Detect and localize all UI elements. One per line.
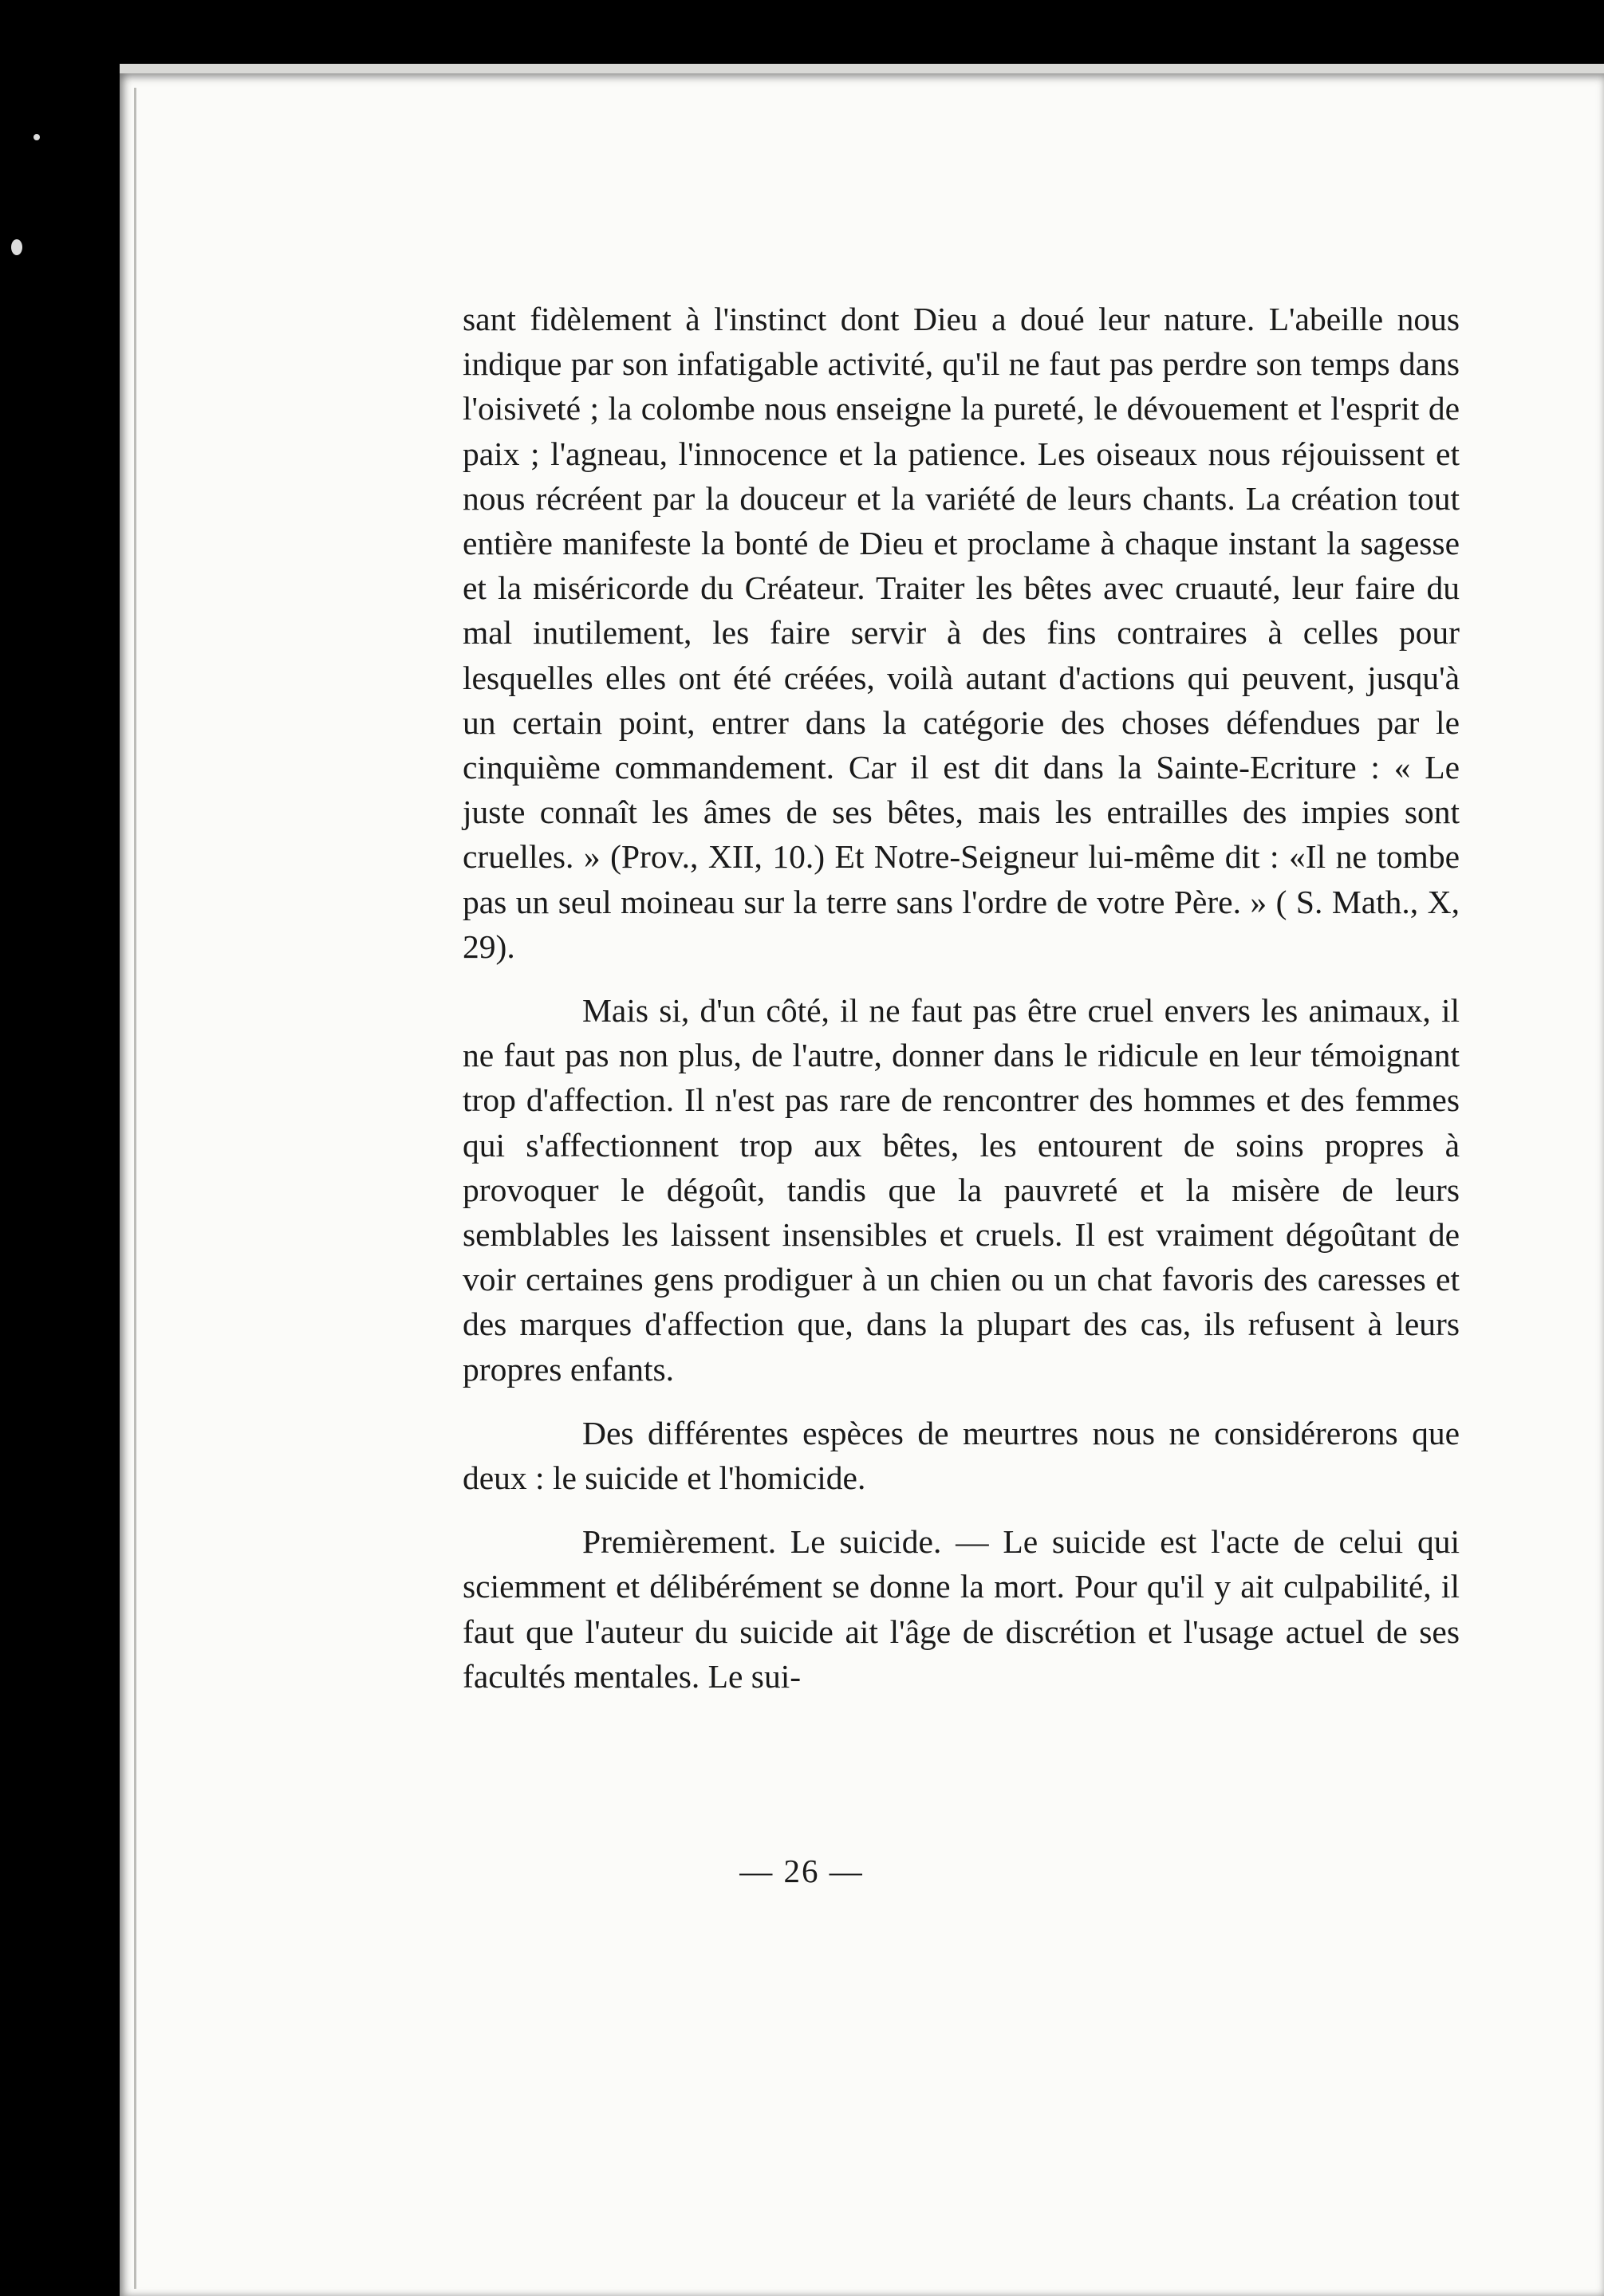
paragraph: Premièrement. Le suicide. — Le suicide est l'acte de celui qui sciemment et délibérément se donne la mort. Pour qu'il y ait culpabilité, il faut que l'auteur du suicide ait l'âge de discrétion et l'usage actuel de ses facultés mentales. Le sui- xyxy=(463,1523,1460,1695)
paragraph: sant fidèlement à l'instinct dont Dieu a doué leur nature. L'abeille nous indique par son infatigable activité, qu'il ne faut pas perdre son temps dans l'oisiveté ; la colombe nous enseigne la pureté, le dévouement et l'esprit de paix ; l'agneau, l'innocence et la patience. Les oiseaux nous réjouissent et nous récréent par la douceur et la variété de leurs chants. La création tout entière manifeste la bonté de Dieu et proclame à chaque instant la sagesse et la miséricorde du Créateur. Traiter les bêtes avec cruauté, leur faire du mal inutilement, les faire servir à des fins contraires à celles pour lesquelles elles ont été créées, voilà autant d'actions qui peuvent, jusqu'à un certain point, entrer dans la catégorie des choses défendues par le cinquième commandement. Car il est dit dans la Sainte-Ecriture : « Le juste connaît les âmes de ses bêtes, mais les entrailles des impies sont cruelles. » (Prov., XII, 10.) Et Notre-Seigneur lui-même dit : «Il ne tombe pas un seul moineau sur la terre sans l'ordre de votre Père. » ( S. Math., X, 29). xyxy=(463,301,1460,965)
scan-speck xyxy=(33,134,40,140)
page-gutter-line xyxy=(134,88,136,2289)
body-text xyxy=(463,297,1460,1699)
paragraph: Mais si, d'un côté, il ne faut pas être cruel envers les animaux, il ne faut pas non plus, de l'autre, donner dans le ridicule en leur témoignant trop d'affection. Il n'est pas rare de rencontrer des hommes et des femmes qui s'affectionnent trop aux bêtes, les entourent de soins propres à provoquer le dégoût, tandis que la pauvreté et la misère de leurs semblables les laissent insensibles et cruels. Il est vraiment dégoûtant de voir certaines gens prodiguer à un chien ou un chat favoris des caresses et des marques d'affection que, dans la plupart des cas, ils refusent à leurs propres enfants. xyxy=(463,992,1460,1388)
page-number: — 26 — xyxy=(739,1853,864,1889)
paragraph: Des différentes espèces de meurtres nous ne considérerons que deux : le suicide et l'homicide. xyxy=(463,1414,1460,1497)
scan-speck xyxy=(11,239,22,255)
